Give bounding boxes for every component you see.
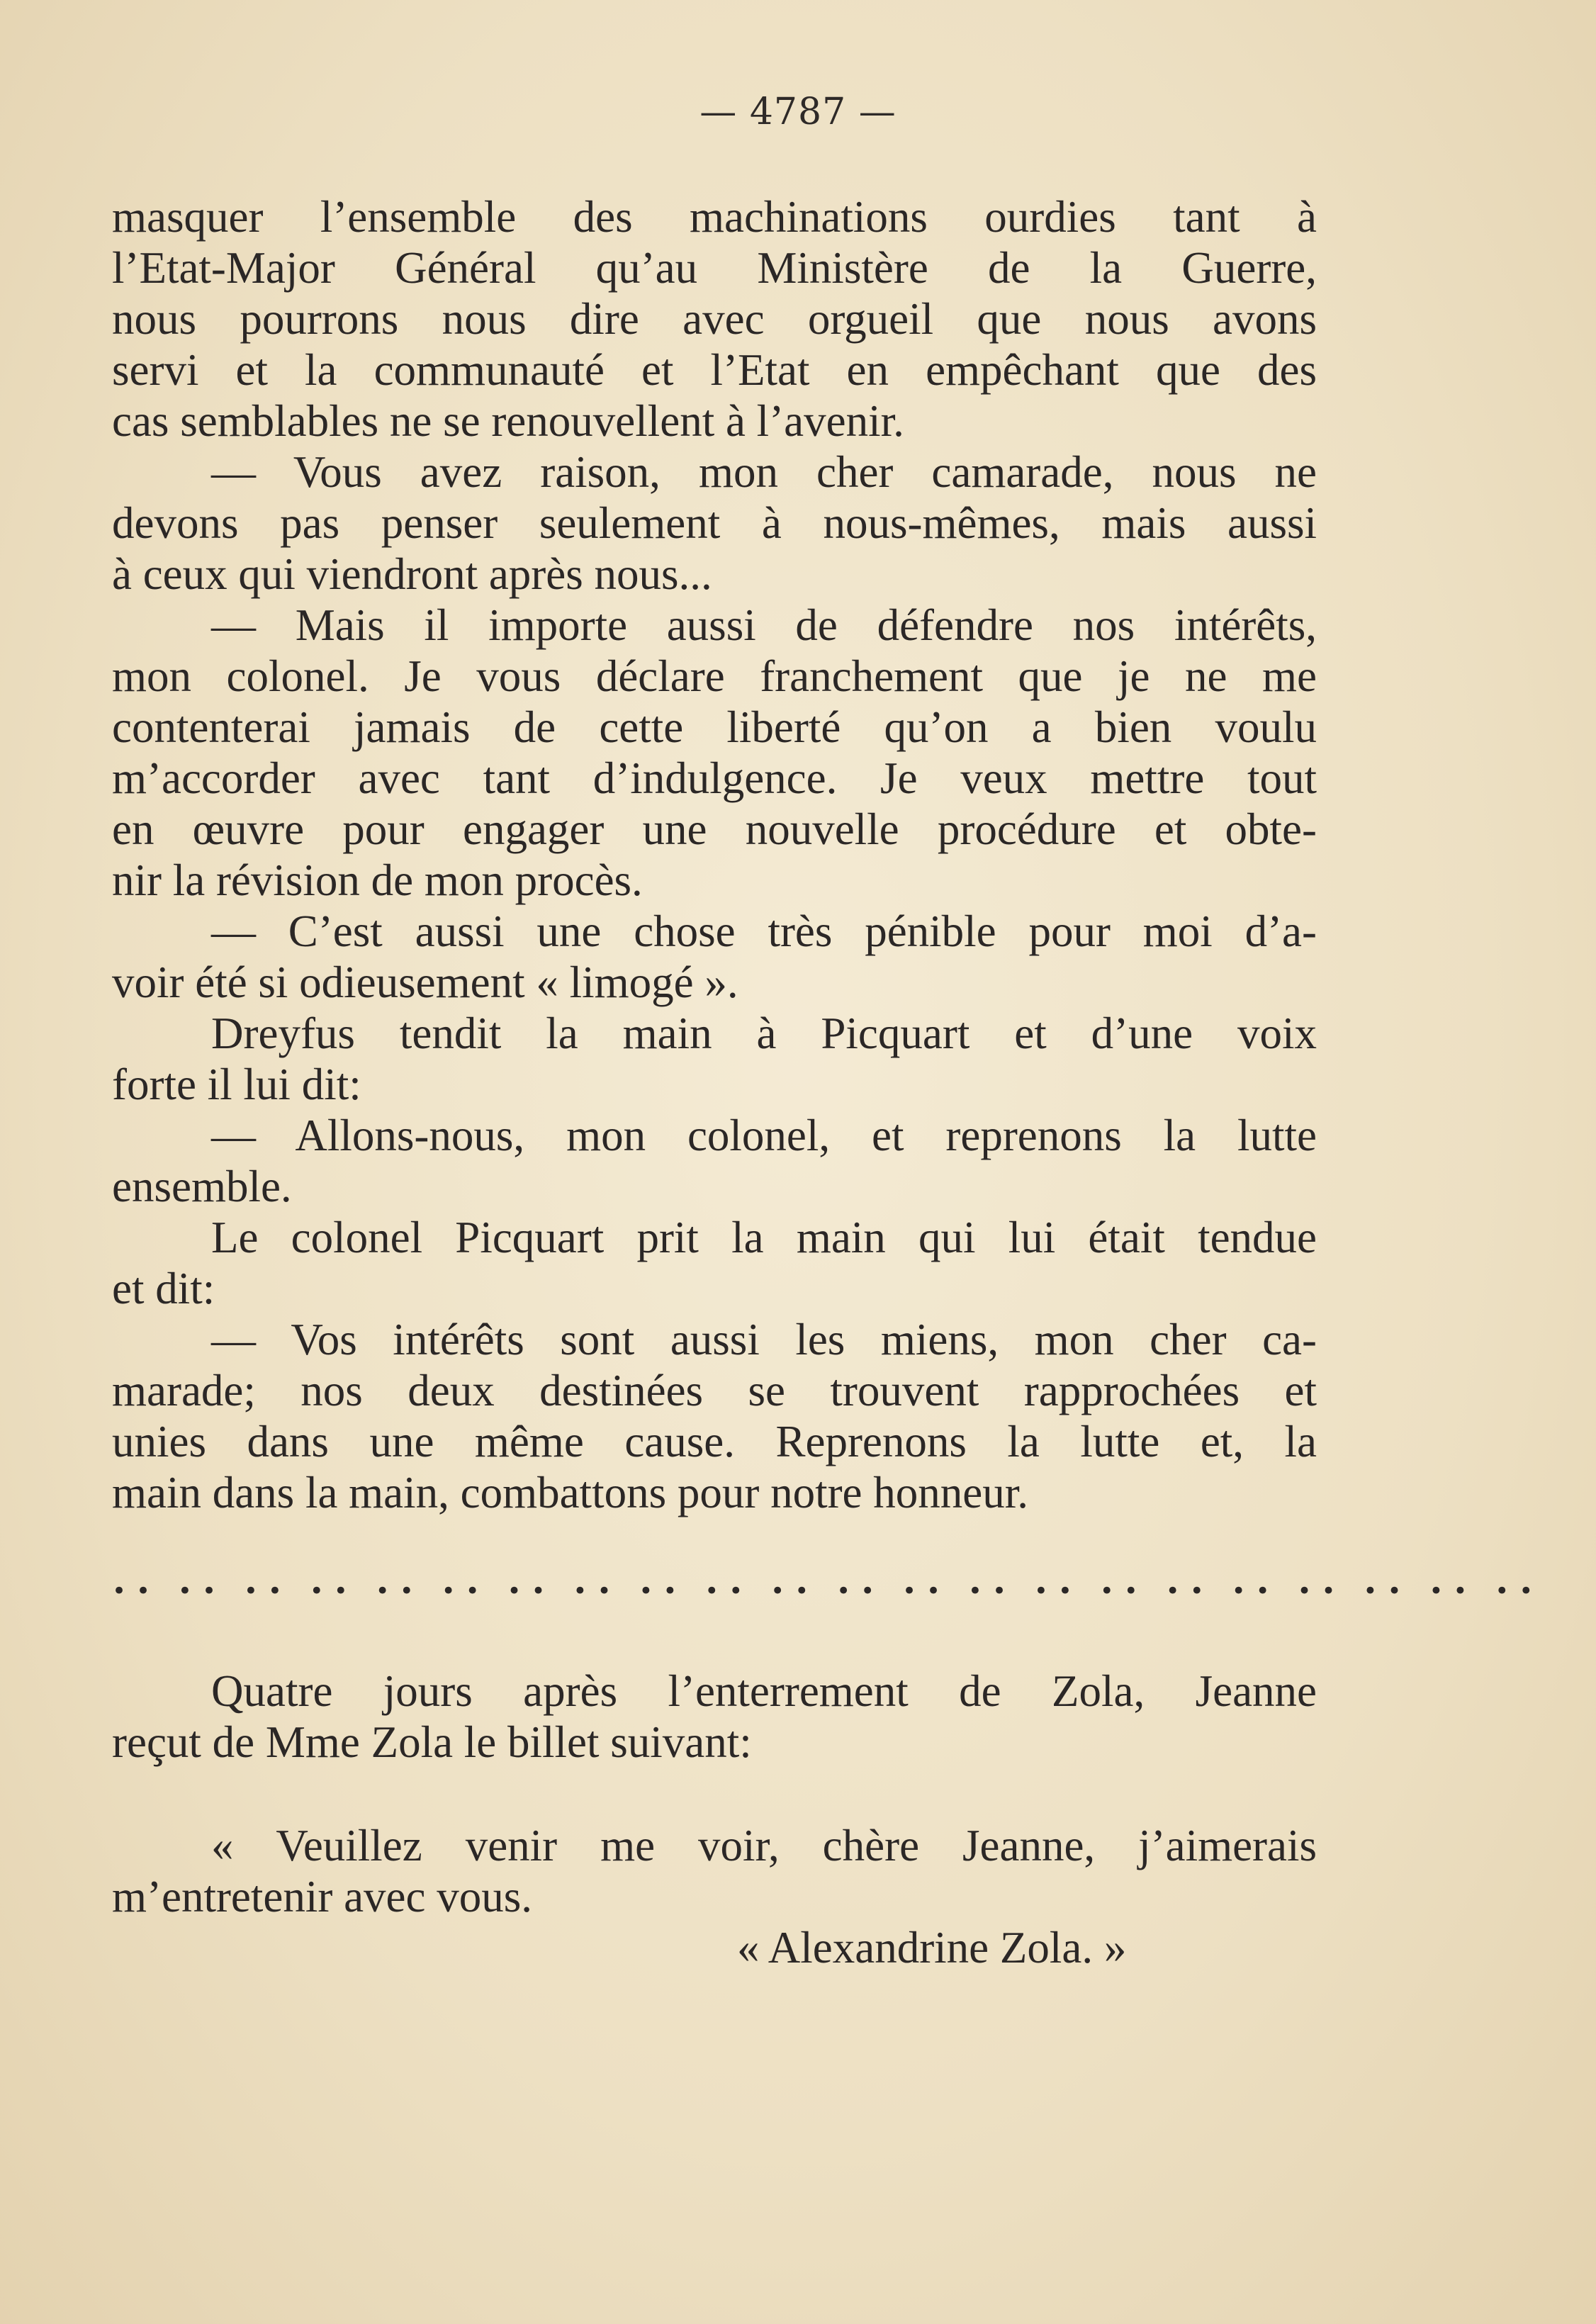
text-line: devons pas penser seulement à nous-mêmes, mais aussi [112, 498, 1317, 548]
text-line: « Veuillez venir me voir, chère Jeanne, j’aimerais [211, 1821, 1317, 1870]
text-line: reçut de Mme Zola le billet suivant: [112, 1717, 752, 1767]
text-line: m’accorder avec tant d’indulgence. Je veux mettre tout [112, 753, 1317, 803]
text-line: l’Etat-Major Général qu’au Ministère de la Guerre, [112, 243, 1317, 293]
text-line: Quatre jours après l’enterrement de Zola, Jeanne [211, 1666, 1317, 1716]
letter-body [112, 1820, 1317, 1922]
text-line: — Allons-nous, mon colonel, et reprenons la lutte [211, 1111, 1317, 1160]
text-line: — C’est aussi une chose très pénible pour moi d’a- [211, 906, 1317, 956]
text-line: Dreyfus tendit la main à Picquart et d’une voix [211, 1009, 1317, 1058]
text-line: à ceux qui viendront après nous... [112, 549, 712, 599]
dotted-separator: •• •• •• •• •• •• •• •• •• •• •• •• •• •• •• •• •• •• •• •• •• •• [112, 1577, 1544, 1605]
text-line: — Mais il importe aussi de défendre nos intérêts, [211, 600, 1317, 650]
text-line: — Vous avez raison, mon cher camarade, nous ne [211, 447, 1317, 497]
main-text [112, 191, 1317, 1518]
text-line: m’entretenir avec vous. [112, 1872, 532, 1921]
text-line: mon colonel. Je vous déclare franchement que je ne me [112, 651, 1317, 701]
text-line: Le colonel Picquart prit la main qui lui était tendue [211, 1213, 1317, 1262]
text-line: nous pourrons nous dire avec orgueil que nous avons [112, 294, 1317, 344]
text-line: masquer l’ensemble des machinations ourdies tant à [112, 192, 1317, 242]
text-line: marade; nos deux destinées se trouvent rapprochées et [112, 1366, 1317, 1415]
letter-intro [112, 1666, 1317, 1768]
text-line: unies dans une même cause. Reprenons la lutte et, la [112, 1417, 1317, 1466]
text-line: nir la révision de mon procès. [112, 855, 643, 905]
text-line: — Vos intérêts sont aussi les miens, mon cher ca- [211, 1315, 1317, 1364]
text-line: forte il lui dit: [112, 1060, 361, 1109]
text-line: et dit: [112, 1264, 215, 1313]
text-line: cas semblables ne se renouvellent à l’avenir. [112, 396, 904, 446]
text-line: voir été si odieusement « limogé ». [112, 958, 738, 1007]
text-line: servi et la communauté et l’Etat en empêchant que des [112, 345, 1317, 395]
text-line: ensemble. [112, 1162, 292, 1211]
page-number: — 4787 — [699, 91, 897, 133]
letter-signature: « Alexandrine Zola. » [737, 1923, 1127, 1972]
text-line: main dans la main, combattons pour notre honneur. [112, 1468, 1028, 1517]
text-line: contenterai jamais de cette liberté qu’on a bien voulu [112, 702, 1317, 752]
text-line: en œuvre pour engager une nouvelle procédure et obte- [112, 804, 1317, 854]
